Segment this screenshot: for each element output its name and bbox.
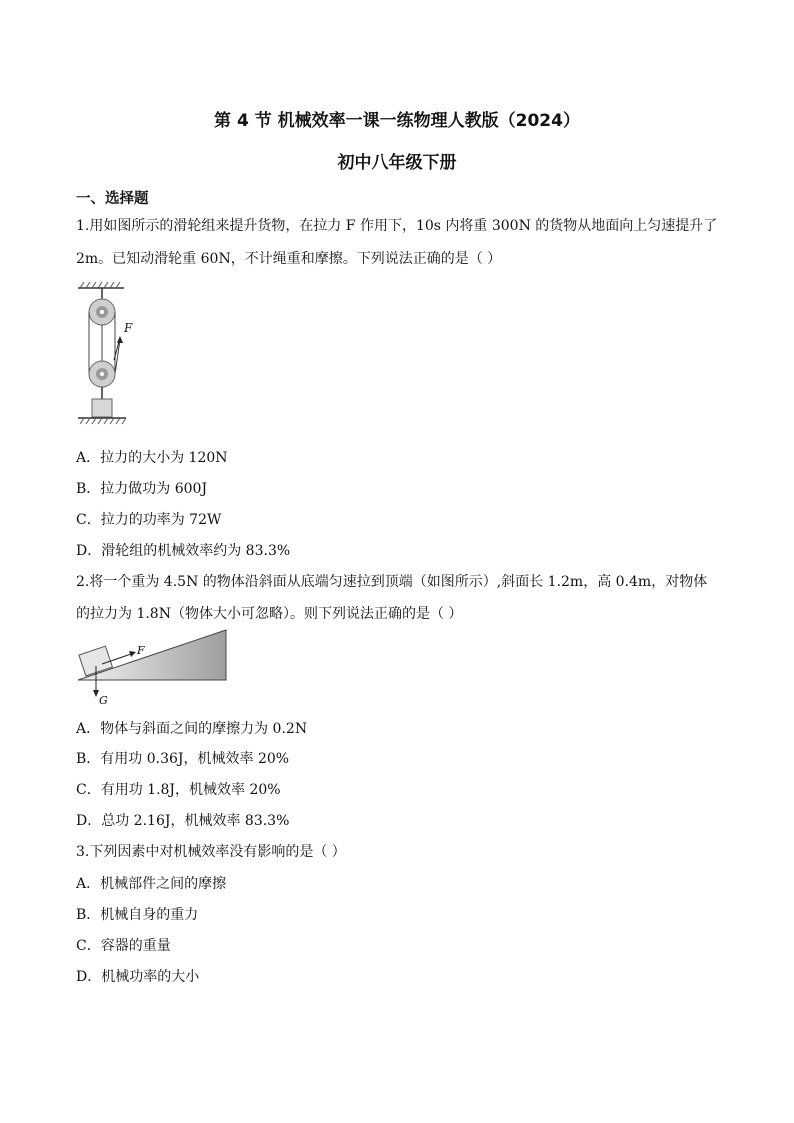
question-1-option-c: C．拉力的功率为 72W [76,512,222,528]
incline-figure [74,628,234,710]
force-label-f: F [137,644,145,657]
question-1-line-1: 1.用如图所示的滑轮组来提升货物，在拉力 F 作用下，10s 内将重 300N 的货物从地面向上匀速提升了 [76,218,718,234]
force-label-f: F [124,321,133,335]
question-2-line-2: 的拉力为 1.8N（物体大小可忽略）。则下列说法正确的是（ ） [76,606,463,622]
question-3-option-d: D．机械功率的大小 [76,969,200,985]
question-2-option-b: B．有用功 0.36J，机械效率 20% [76,751,290,767]
question-1-option-a: A．拉力的大小为 120N [76,450,228,466]
question-1-option-d: D．滑轮组的机械效率约为 83.3% [76,543,291,559]
question-1-option-b: B．拉力做功为 600J [76,481,208,497]
question-1-line-2: 2m。已知动滑轮重 60N，不计绳重和摩擦。下列说法正确的是（ ） [76,251,502,267]
page-subtitle: 初中八年级下册 [337,153,457,173]
question-2-line-1: 2.将一个重为 4.5N 的物体沿斜面从底端匀速拉到顶端（如图所示）,斜面长 1.2m，高 0.4m，对物体 [76,574,708,590]
question-3-option-c: C．容器的重量 [76,938,171,954]
gravity-label-g: G [99,694,108,707]
question-2-option-a: A．物体与斜面之间的摩擦力为 0.2N [76,721,308,737]
pulley-system-figure [74,282,154,430]
question-3-option-b: B．机械自身的重力 [76,907,199,923]
question-2-option-c: C．有用功 1.8J，机械效率 20% [76,782,281,798]
question-3-line-1: 3.下列因素中对机械效率没有影响的是（ ） [76,844,346,860]
question-3-option-a: A．机械部件之间的摩擦 [76,876,227,892]
section-heading: 一、选择题 [76,191,149,207]
question-2-option-d: D．总功 2.16J，机械效率 83.3% [76,813,290,829]
page-title: 第 4 节 机械效率一课一练物理人教版（2024） [214,111,580,131]
